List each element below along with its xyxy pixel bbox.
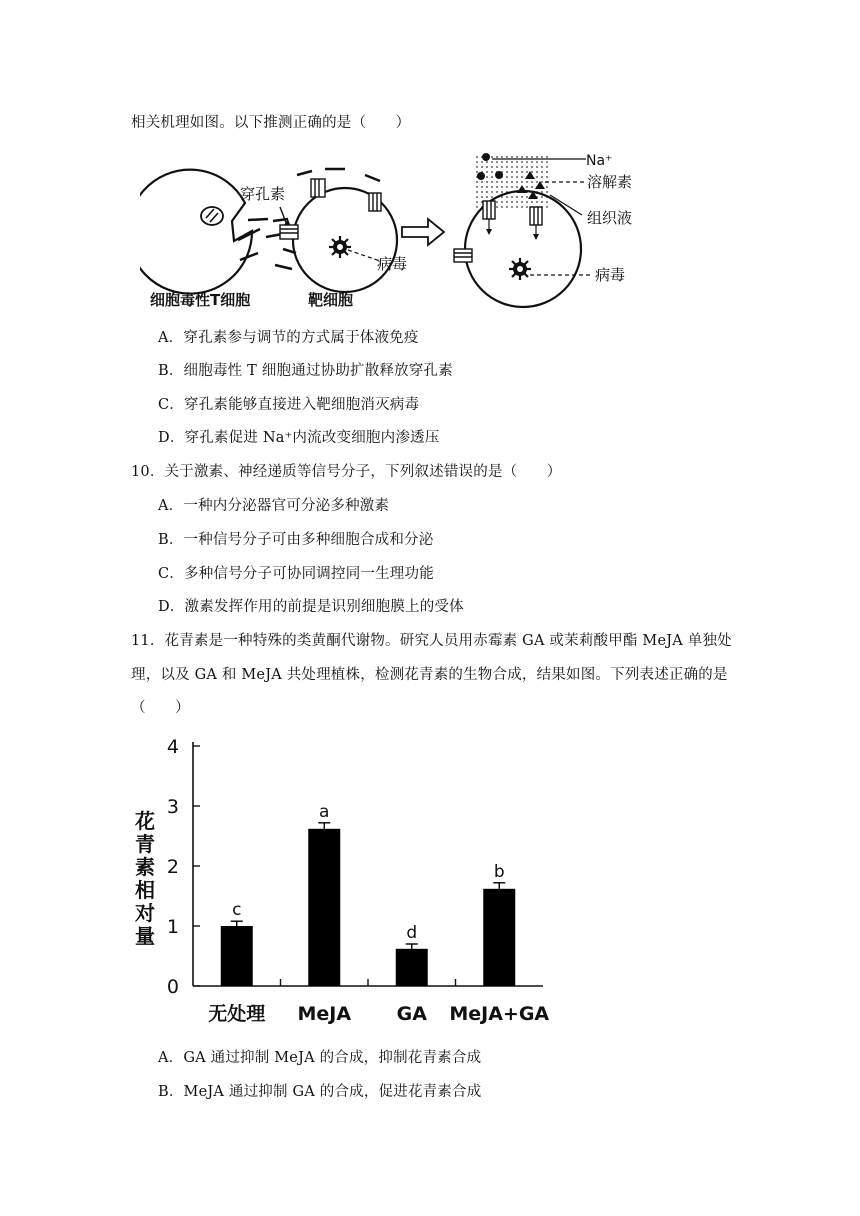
- virus-label-2: 病毒: [595, 266, 626, 284]
- virus-icon: [329, 236, 351, 258]
- q11-stem-line1: 11．花青素是一种特殊的类黄酮代谢物。研究人员用赤霉素 GA 或茉莉酸甲酯 MeJA 单独处: [131, 633, 732, 649]
- intro-line: 相关机理如图。以下推测正确的是（ ）: [131, 115, 411, 131]
- perforin-diagram: [140, 145, 660, 315]
- y-axis-label-char: 对: [135, 901, 155, 925]
- y-axis-label-char: 花: [135, 809, 155, 833]
- q11-option-a: A．GA 通过抑制 MeJA 的合成，抑制花青素合成: [158, 1050, 482, 1066]
- q10-option-b: B．一种信号分子可由多种细胞合成和分泌: [158, 532, 434, 548]
- significance-label: c: [232, 900, 242, 921]
- y-axis-label-char: 量: [135, 924, 155, 948]
- y-axis-label: [134, 809, 155, 948]
- chart-bars: [221, 802, 516, 986]
- significance-label: b: [493, 861, 505, 882]
- y-axis-label-char: 青: [135, 832, 155, 856]
- y-tick-label: 0: [166, 976, 179, 998]
- q9-option-d: D．穿孔素促进 Na⁺内流改变细胞内渗透压: [158, 430, 440, 446]
- anthocyanin-bar-chart: [125, 728, 565, 1028]
- q9-option-a: A．穿孔素参与调节的方式属于体液免疫: [158, 330, 419, 346]
- tissue-fluid-label: 组织液: [587, 209, 633, 227]
- tissue-fluid-area: [473, 153, 551, 208]
- y-tick-label: 4: [166, 736, 179, 758]
- y-tick-label: 1: [166, 916, 179, 938]
- t-cell-shape: [140, 170, 252, 294]
- q11-option-b: B．MeJA 通过抑制 GA 的合成，促进花青素合成: [158, 1084, 482, 1100]
- y-tick-label: 3: [166, 796, 179, 818]
- perforin-label: 穿孔素: [240, 185, 286, 203]
- na-label: Na⁺: [586, 153, 613, 169]
- category-label: MeJA: [297, 1003, 352, 1025]
- q10-option-a: A．一种内分泌器官可分泌多种激素: [158, 498, 390, 514]
- virus-label: 病毒: [377, 255, 408, 273]
- target-cell-label: 靶细胞: [308, 291, 354, 309]
- q10-option-d: D．激素发挥作用的前提是识别细胞膜上的受体: [158, 599, 464, 615]
- q11-stem-line2: 理，以及 GA 和 MeJA 共处理植株，检测花青素的生物合成，结果如图。下列表述正确的是: [131, 667, 728, 683]
- y-tick-label: 2: [166, 856, 179, 878]
- significance-label: d: [406, 923, 418, 943]
- process-arrow-icon: [402, 219, 444, 245]
- bar: [483, 889, 515, 986]
- q10-option-c: C．多种信号分子可协同调控同一生理功能: [158, 566, 434, 582]
- y-axis-label-char: 相: [135, 878, 155, 902]
- bar: [396, 949, 428, 986]
- q10-stem: 10．关于激素、神经递质等信号分子，下列叙述错误的是（ ）: [131, 464, 562, 480]
- bar: [221, 926, 253, 986]
- lysin-label: 溶解素: [587, 173, 633, 191]
- category-label: 无处理: [208, 1003, 266, 1025]
- significance-label: a: [319, 801, 330, 822]
- category-label: MeJA+GA: [449, 1003, 550, 1025]
- y-axis-label-char: 素: [135, 855, 155, 879]
- bar: [308, 829, 340, 986]
- category-label: GA: [396, 1003, 427, 1025]
- q9-option-c: C．穿孔素能够直接进入靶细胞消灭病毒: [158, 397, 420, 413]
- t-cell-label: 细胞毒性T细胞: [150, 291, 251, 309]
- q9-option-b: B．细胞毒性 T 细胞通过协助扩散释放穿孔素: [158, 363, 453, 379]
- q11-stem-line3: （ ）: [131, 700, 190, 716]
- virus-icon-2: [509, 258, 531, 280]
